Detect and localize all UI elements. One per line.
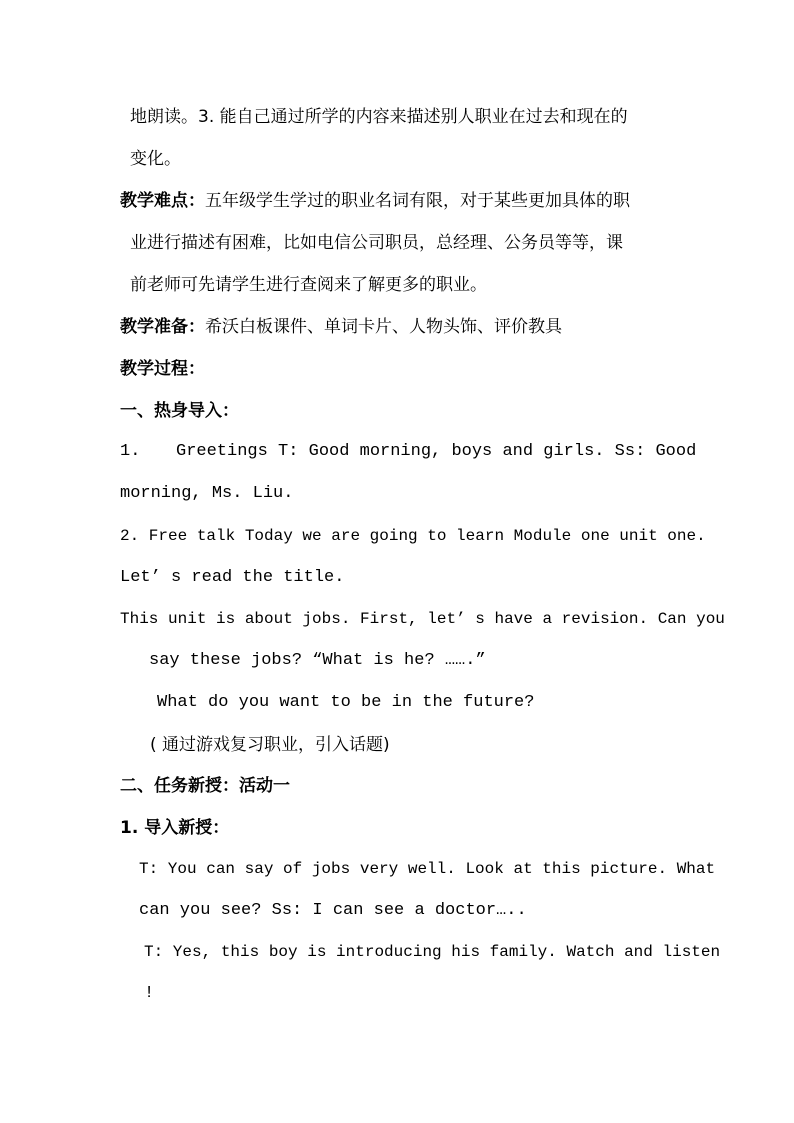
greetings-line-2: morning, Ms. Liu. — [120, 484, 294, 503]
greetings-number: 1. — [120, 442, 141, 461]
difficulty-line-1 — [120, 189, 630, 213]
preparation-label: 教学准备 — [120, 317, 188, 337]
difficulty-text-1: 五年级学生学过的职业名词有限，对于某些更加具体的职 — [205, 191, 630, 211]
preparation-text: 希沃白板课件、单词卡片、人物头饰、评价教具 — [205, 317, 562, 337]
difficulty-colon: ： — [188, 191, 205, 211]
difficulty-line-2: 业进行描述有困难，比如电信公司职员，总经理、公务员等等，课 — [130, 233, 623, 253]
difficulty-label: 教学难点 — [120, 191, 188, 211]
process-heading: 教学过程： — [120, 359, 205, 379]
revision-line-3: What do you want to be in the future? — [157, 693, 535, 712]
section2-heading: 二、任务新授：活动一 — [120, 776, 290, 796]
teacher-line-4: ! — [144, 984, 155, 1003]
difficulty-line-3: 前老师可先请学生进行查阅来了解更多的职业。 — [130, 275, 487, 295]
revision-line-2: say these jobs? “What is he? …….” — [149, 651, 486, 670]
intro-subheading: 1. 导入新授： — [120, 818, 230, 838]
free-talk-line-1: 2. Free talk Today we are going to learn Module one unit one. — [120, 527, 706, 545]
greetings-line-1: Greetings T: Good morning, boys and girls. Ss: Good — [176, 442, 697, 461]
revision-line-1: This unit is about jobs. First, let’ s have a revision. Can you — [120, 610, 725, 628]
free-talk-line-2: Let’ s read the title. — [120, 568, 345, 587]
section1-heading: 一、热身导入： — [120, 401, 239, 421]
objectives-line-2: 变化。 — [130, 149, 181, 169]
teacher-line-3: T: Yes, this boy is introducing his family. Watch and listen — [144, 943, 721, 961]
teacher-line-1: T: You can say of jobs very well. Look at this picture. What — [139, 860, 716, 878]
section1-note: ( 通过游戏复习职业，引入话题) — [150, 735, 390, 755]
teacher-line-2: can you see? Ss: I can see a doctor….. — [139, 901, 527, 920]
objectives-line-1: 地朗读。3. 能自己通过所学的内容来描述别人职业在过去和现在的 — [130, 107, 628, 127]
preparation-colon: ： — [188, 317, 205, 337]
preparation-line — [120, 315, 562, 339]
